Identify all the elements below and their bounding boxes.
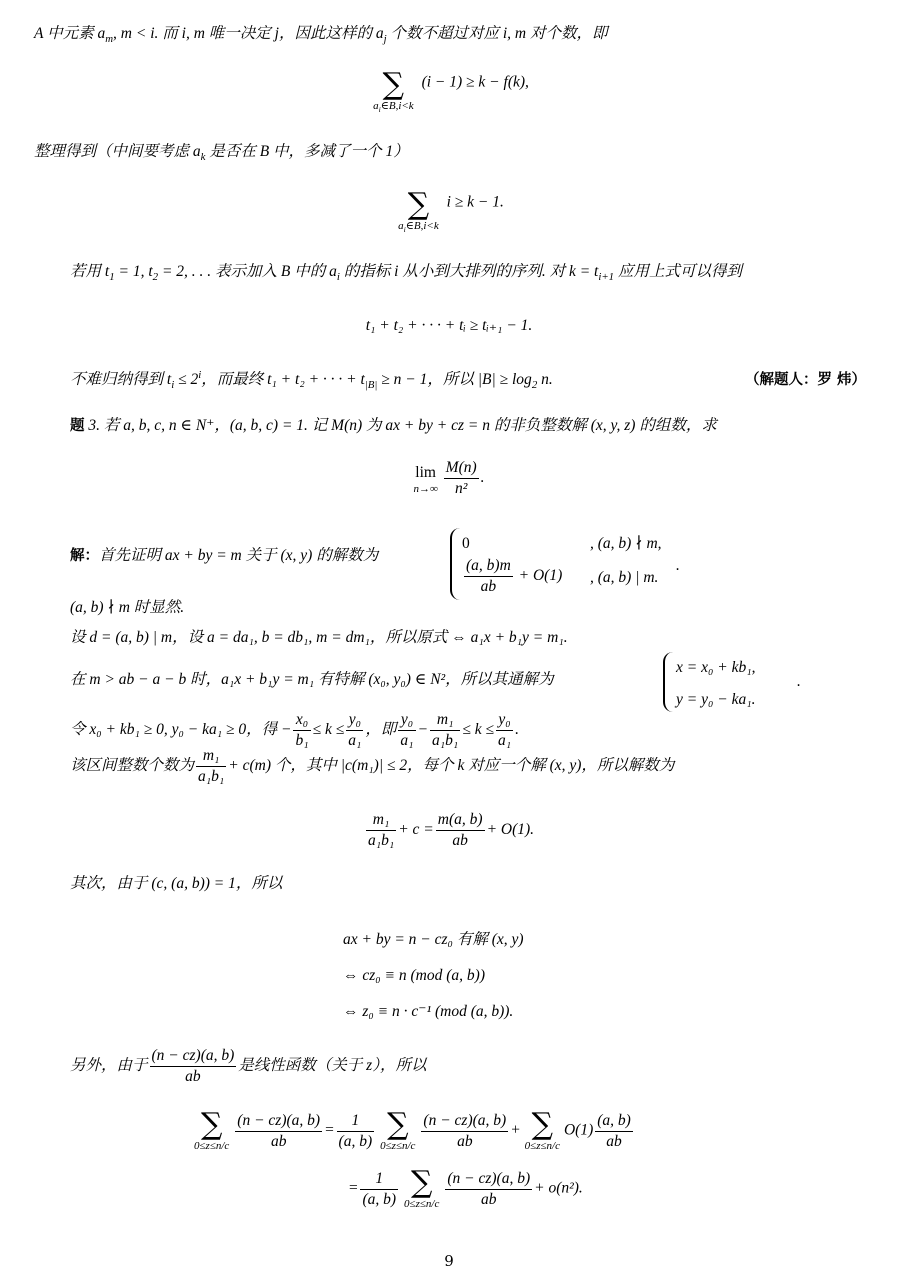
text-line-5: (a, b) ∤ m 时显然.	[70, 599, 185, 616]
equation-4: $\frac{\text{m₁}}{\text{a₁b₁}}$ + c = $\frac{m(a, b)}{ab}$ + O(1).	[367, 811, 535, 849]
line1-sub-j: j	[383, 33, 387, 46]
aligned-1: ax + by = n − cz₀ 有解 (x, y)	[343, 931, 524, 948]
sum-equation-row-1: ∑ 0≤z≤n/c $\frac{(n - cz)(a, b)}{ab}$ = $\frac{1}{(a, b)}$ ∑ 0≤z≤n/c $\frac{(n - cz)(a, b)}{ab}$ + ∑ 0≤z≤n/c O(1) $\frac{(a, b)}{ab}$	[194, 1107, 631, 1152]
sum-symbol-2: ∑ $a_i\in B,i<k$	[398, 187, 439, 235]
text-line-3: 若用 $t_1 = 1$, $t_2 = 2$, . . . 表示加入 B 中的 $a_i$ 的指标 i 从小到大排列的序列. 对 $k = t_{i+1}$ 应用上式可以得到	[70, 263, 742, 284]
eq2-body: i ≥ k − 1.	[446, 193, 504, 211]
equation-1	[0, 67, 898, 120]
line1-part-e: 个数不超过对应 i, m 对个数，即	[386, 25, 608, 42]
line1-sub-m: m	[105, 33, 114, 46]
text-line-10: 其次，由于 (c, (a, b)) = 1，所以	[70, 875, 283, 892]
solver-credit: （解题人：罗 炜）	[745, 372, 867, 388]
line1-part-c: , m < i. 而 i, m 唯一决定 j，因此这样的 a	[113, 25, 384, 42]
aligned-2: ⇔ cz₀ ≡ n (mod (a, b))	[343, 967, 485, 984]
general-solution-brace	[663, 652, 675, 712]
case-2: $\frac{(a, b)m}{ab}$ + O(1) , (a, b) | m.	[466, 557, 659, 595]
text-line-11: 另外，由于 $\frac{(n - cz)(a, b)}{ab}$ 是线性函数（关于 z），所以	[70, 1047, 427, 1085]
case-1: 0 , (a, b) ∤ m,	[462, 535, 662, 552]
general-x: x = x₀ + kb₁,	[676, 659, 756, 676]
solution-intro: 解：首先证明 ax + by = m 关于 (x, y) 的解数为	[70, 547, 379, 564]
text-line-8: 令 x₀ + kb₁ ≥ 0, y₀ − ka₁ ≥ 0，得 − $\frac{\text{x₀}}{\text{b₁}}$ ≤ k ≤ $\frac{\text{y₀}}{\text{a₁}}$ ，即 $\frac{\text{y₀}}{\text{a₁}}$ − $\frac{\text{m₁}}{\text{a₁b₁}}$ ≤ k ≤ $\frac{\text{y₀}}{\text{a₁}}$ .	[70, 711, 519, 749]
aligned-3: ⇔ z₀ ≡ n · c⁻¹ (mod (a, b)).	[343, 1003, 514, 1020]
general-y: y = y₀ − ka₁.	[676, 691, 756, 708]
cases-brace	[450, 528, 462, 600]
problem-3-statement: 题 3. 若 a, b, c, n ∈ N⁺，(a, b, c) = 1. 记 M(n) 为 ax + by + cz = n 的非负整数解 (x, y, z) 的组数，求	[70, 417, 717, 434]
equation-3: t₁ + t₂ + · · · + tᵢ ≥ tᵢ₊₁ − 1.	[365, 317, 533, 334]
general-dot: .	[797, 673, 801, 690]
line1-part-a: A 中元素 a	[34, 25, 106, 42]
text-line-7: 在 m > ab − a − b 时，a₁x + b₁y = m₁ 有特解 (x₀, y₀) ∈ N²，所以其通解为	[70, 671, 554, 688]
text-line-1	[34, 24, 898, 44]
sum-equation-row-2: = $\frac{1}{(a, b)}$ ∑ 0≤z≤n/c $\frac{(n - cz)(a, b)}{ab}$ + o(n²).	[348, 1165, 583, 1210]
limit-expression: lim n→∞ $\frac{M(n)}{\text{n²}}$ .	[413, 459, 485, 497]
eq1-body: (i − 1) ≥ k − f(k),	[421, 73, 529, 91]
problem-label: 题	[70, 418, 85, 434]
solution-label: 解：	[70, 548, 99, 564]
text-line-4: 不难归纳得到 $t_i \le 2^i$，而最终 t₁ + t₂ + · · · + $t_{|B|} \ge n - 1$，所以 $|B| \ge \log_2 n$.	[70, 368, 553, 392]
equation-2	[0, 187, 898, 240]
text-line-9: 该区间整数个数为 $\frac{\text{m₁}}{\text{a₁b₁}}$ + c(m) 个，其中 |c(m₁)| ≤ 2，每个 k 对应一个解 (x, y)，所以解数为	[70, 747, 675, 785]
page-number: 9	[444, 1252, 454, 1270]
sum-symbol-1: ∑ $a_i\in B,i<k$	[373, 67, 414, 115]
cases-end-dot: .	[676, 557, 680, 574]
text-line-2: 整理得到（中间要考虑 $a_k$ 是否在 B 中，多减了一个 1）	[34, 143, 409, 164]
text-line-6: 设 d = (a, b) | m，设 a = da₁, b = db₁, m = dm₁，所以原式 ⇔ a₁x + b₁y = m₁.	[70, 629, 568, 646]
